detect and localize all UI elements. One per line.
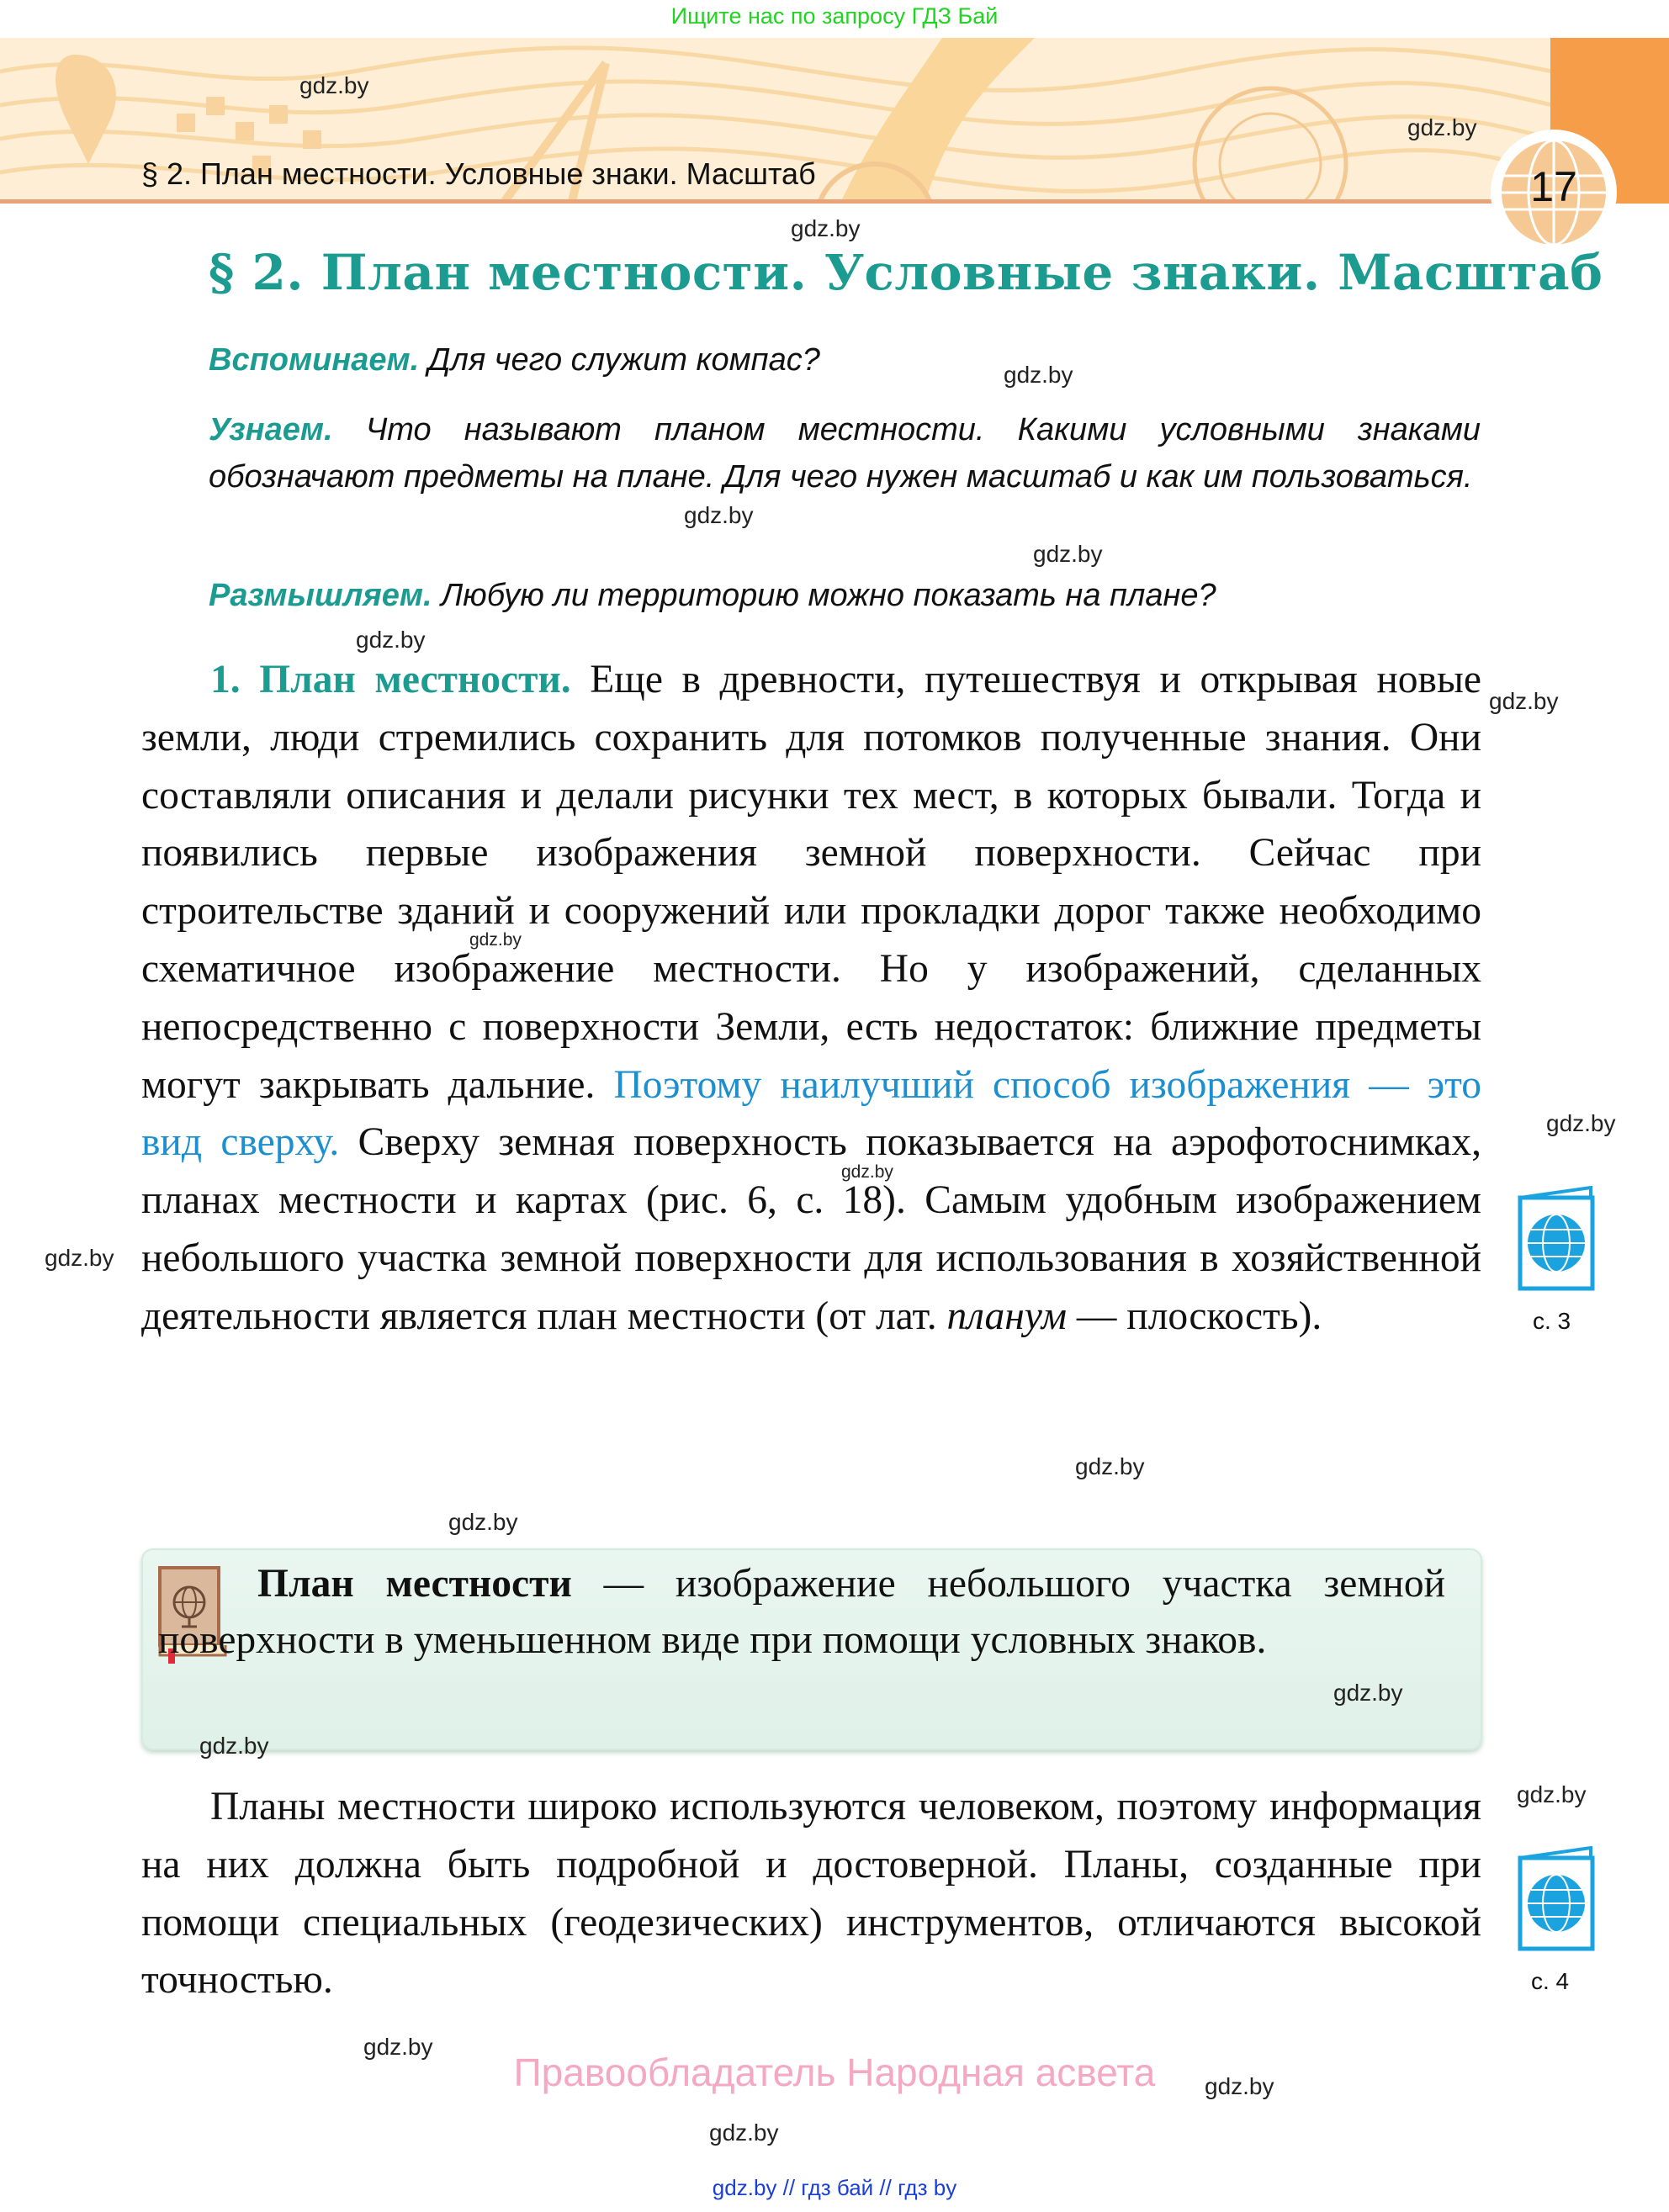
- learn-label: Узнаем.: [209, 412, 333, 447]
- reflect-label: Размышляем.: [209, 578, 432, 613]
- intro-recall: [209, 336, 1481, 384]
- section-1-heading: 1. План местности.: [210, 658, 571, 701]
- footer-links[interactable]: gdz.by // гдз бай // гдз by: [712, 2175, 957, 2200]
- watermark: gdz.by: [841, 1162, 893, 1182]
- page-title: § 2. План местности. Условные знаки. Масштаб: [209, 244, 1603, 301]
- watermark: gdz.by: [1546, 1110, 1616, 1136]
- watermark: gdz.by: [1407, 114, 1477, 140]
- recall-label: Вспоминаем.: [209, 342, 420, 378]
- watermark: gdz.by: [1004, 362, 1073, 388]
- watermark: gdz.by: [1205, 2073, 1274, 2099]
- header-divider: [0, 199, 1514, 204]
- watermark: gdz.by: [469, 930, 522, 950]
- page-ref-label: с. 4: [1531, 1968, 1570, 1994]
- section-1-text-a: Еще в древности, путешествуя и открывая новые земли, люди стремились сохранить для потомков полученные знания. Они составляли описания и делали рисунки тех мест, в которых бывали. Тогда и появились первые изображения земной поверхности. Сейчас при строительстве зданий и сооружений или прокладки дорог также необходимо схематичное изображение местности. Но у изображений, сделанных непосредственно с поверхности Земли, есть недостаток: ближние предметы могут закрывать дальние.: [141, 658, 1481, 1107]
- reflect-text: Любую ли территорию можно показать на плане?: [441, 578, 1216, 613]
- key-idea-highlight: Поэтому наилучший способ изображения — это вид сверху.: [141, 1062, 1482, 1165]
- latin-term: планум: [946, 1294, 1068, 1338]
- running-head: § 2. План местности. Условные знаки. Масштаб: [141, 156, 816, 191]
- section-1-text-c: — плоскость).: [1076, 1294, 1322, 1338]
- search-banner: Ищите нас по запросу ГДЗ Бай: [670, 3, 999, 29]
- atlas-globe-icon[interactable]: [1517, 1186, 1597, 1292]
- page-ref-label: с. 3: [1533, 1308, 1571, 1334]
- watermark: gdz.by: [1517, 1781, 1587, 1807]
- learn-text: Что называют планом местности. Какими условными знаками обозначают предметы на плане. Для чего нужен масштаб и как им пользоваться.: [209, 412, 1481, 495]
- definition-term: План местности: [257, 1562, 572, 1606]
- watermark: gdz.by: [791, 215, 861, 241]
- watermark: gdz.by: [356, 627, 426, 653]
- intro-reflect: [209, 572, 1481, 619]
- paragraph-2: [141, 1778, 1481, 2009]
- atlas-globe-icon[interactable]: [1517, 1846, 1597, 1952]
- watermark: gdz.by: [1075, 1453, 1145, 1479]
- watermark: gdz.by: [45, 1245, 114, 1271]
- watermark: gdz.by: [1333, 1680, 1403, 1706]
- section-1-text: [141, 651, 1481, 1346]
- definition-body: — изображение небольшого участка земной поверхности в уменьшенном виде при помощи условных знаков.: [158, 1562, 1445, 1662]
- rights-holder: Правообладатель Народная асвета: [513, 2051, 1156, 2094]
- definition-text: [158, 1556, 1445, 1669]
- recall-text: Для чего служит компас?: [427, 342, 820, 378]
- section-1-text-b: Сверху земная поверхность показывается на аэрофотоснимках, планах местности и картах (рис. 6, с. 18). Самым удобным изображением небольшого участка земной поверхности для использования в хозяйственной деятельности является план местности (от лат.: [141, 1120, 1481, 1338]
- page-number: 17: [1530, 163, 1577, 210]
- watermark: gdz.by: [363, 2034, 433, 2060]
- watermark: gdz.by: [448, 1509, 518, 1535]
- intro-learn: [209, 406, 1481, 500]
- watermark: gdz.by: [709, 2119, 779, 2146]
- paragraph-2-text: Планы местности широко используются человеком, поэтому информация на них должна быть подробной и достоверной. Планы, созданные при помощи специальных (геодезических) инструментов, отличаются высокой точностью.: [141, 1785, 1481, 2003]
- watermark: gdz.by: [684, 502, 754, 528]
- watermark: gdz.by: [1489, 688, 1559, 714]
- watermark: gdz.by: [1033, 541, 1103, 567]
- watermark: gdz.by: [199, 1733, 269, 1759]
- watermark: gdz.by: [299, 72, 369, 98]
